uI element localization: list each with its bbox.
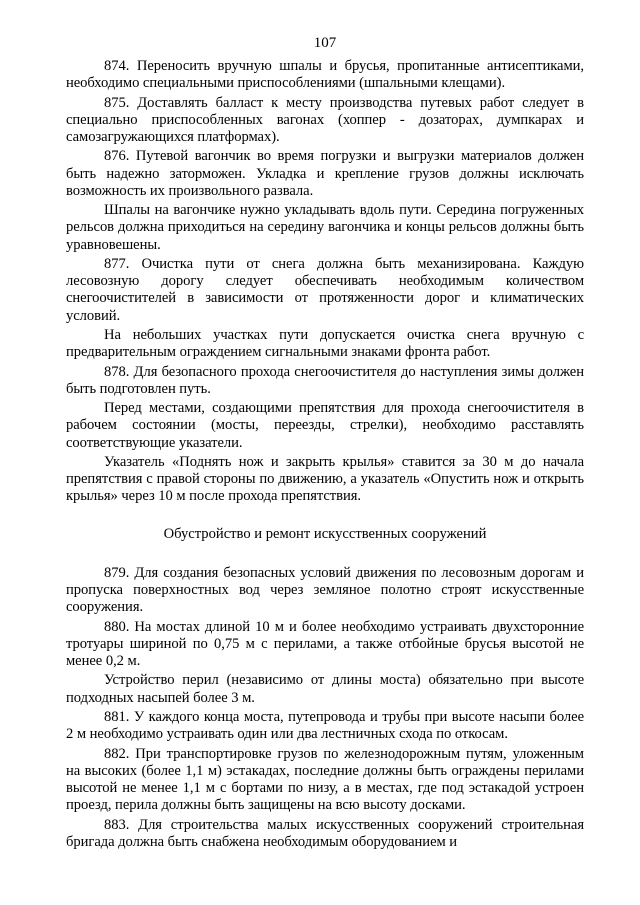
paragraph-877: 877. Очистка пути от снега должна быть механизирована. Каждую лесовозную дорогу следует обеспечивать необходимым количеством снегоочистителей в зависимости от протяженности дорог и климатических условий.	[66, 255, 584, 324]
paragraph-878-obstacles: Перед местами, создающими препятствия для прохода снегоочистителя в рабочем состоянии (мосты, переезды, стрелки), необходимо расставлять соответствующие указатели.	[66, 400, 584, 451]
paragraph-877-small-areas: На небольших участках пути допускается очистка снега вручную с предварительным ограждением сигнальными знаками фронта работ.	[66, 326, 584, 361]
paragraph-878-signs: Указатель «Поднять нож и закрыть крылья» ставится за 30 м до начала препятствия с правой стороны по движению, а указатель «Опустить нож и открыть крылья» через 10 м после прохода препятствия.	[66, 453, 584, 505]
paragraph-876: 876. Путевой вагончик во время погрузки и выгрузки материалов должен быть надежно заторможен. Укладка и крепление грузов должны исключать возможность их произвольного развала.	[66, 148, 584, 199]
paragraph-880: 880. На мостах длиной 10 м и более необходимо устраивать двухсторонние тротуары шириной по 0,75 м с перилами, а также отбойные брусья высотой не менее 0,2 м.	[66, 618, 584, 669]
paragraph-883: 883. Для строительства малых искусственных сооружений строительная бригада должна быть снабжена необходимым оборудованием и	[66, 816, 584, 850]
page-number: 107	[313, 35, 337, 51]
paragraph-878: 878. Для безопасного прохода снегоочистителя до наступления зимы должен быть подготовлен путь.	[66, 363, 584, 397]
paragraph-874: 874. Переносить вручную шпалы и брусья, пропитанные антисептиками, необходимо специальными приспособлениями (шпальными клещами).	[66, 58, 584, 92]
section-title: Обустройство и ремонт искусственных сооружений	[163, 525, 487, 542]
paragraph-879: 879. Для создания безопасных условий движения по лесовозным дорогам и пропуска поверхностных вод через земляное полотно строят искусственные сооружения.	[66, 564, 584, 616]
paragraph-880-railings: Устройство перил (независимо от длины моста) обязательно при высоте подходных насыпей более 3 м.	[66, 672, 584, 706]
paragraph-875: 875. Доставлять балласт к месту производства путевых работ следует в специально приспособленных вагонах (хоппер - дозаторах, думпкарах и самозагружающихся платформах).	[66, 94, 584, 145]
paragraph-881: 881. У каждого конца моста, путепровода и трубы при высоте насыпи более 2 м необходимо устраивать один или два лестничных схода по откосам.	[66, 708, 584, 743]
paragraph-876-sleepers: Шпалы на вагончике нужно укладывать вдоль пути. Середина погруженных рельсов должна приходиться на середину вагончика и концы рельсов должны быть уравновешены.	[66, 202, 584, 253]
document-page	[66, 34, 584, 853]
paragraph-882: 882. При транспортировке грузов по железнодорожным путям, уложенным на высоких (более 1,1 м) эстакадах, последние должны быть ограждены перилами высотой не менее 1,1 м с бортами по низу, а в местах, где под эстакадой устроен проезд, перила должны быть защищены на всю высоту досками.	[66, 745, 584, 814]
paragraphs-after-section	[66, 565, 584, 851]
paragraphs-before-section	[66, 58, 584, 506]
